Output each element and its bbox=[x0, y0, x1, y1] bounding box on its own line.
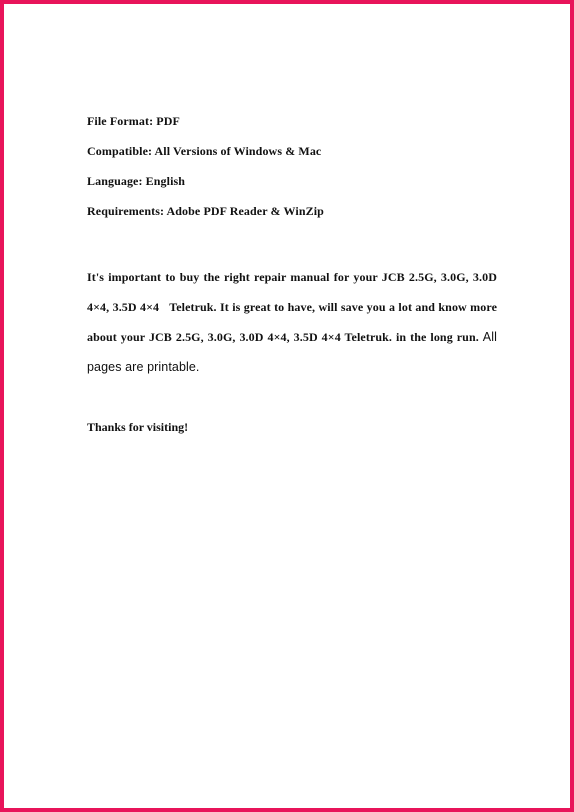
description-text: It's important to buy the right repair manual for your JCB 2.5G, 3.0G, 3.0D 4×4, 3.5D 4×4 Teletruk. It is great to have, will save you a lot and know more about your JCB 2.5G, 3.0G, 3.0D 4×4, 3.5D 4×4 Teletruk. in the long run. bbox=[87, 270, 497, 344]
file-format-line: File Format: PDF bbox=[87, 114, 180, 128]
description-paragraph bbox=[87, 262, 497, 382]
document-content bbox=[87, 106, 497, 442]
compatible-line: Compatible: All Versions of Windows & Mac bbox=[87, 144, 322, 158]
requirements-line: Requirements: Adobe PDF Reader & WinZip bbox=[87, 204, 324, 218]
thanks-line: Thanks for visiting! bbox=[87, 420, 189, 434]
printable-note: All pages are printable. bbox=[87, 330, 497, 374]
language-line: Language: English bbox=[87, 174, 186, 188]
